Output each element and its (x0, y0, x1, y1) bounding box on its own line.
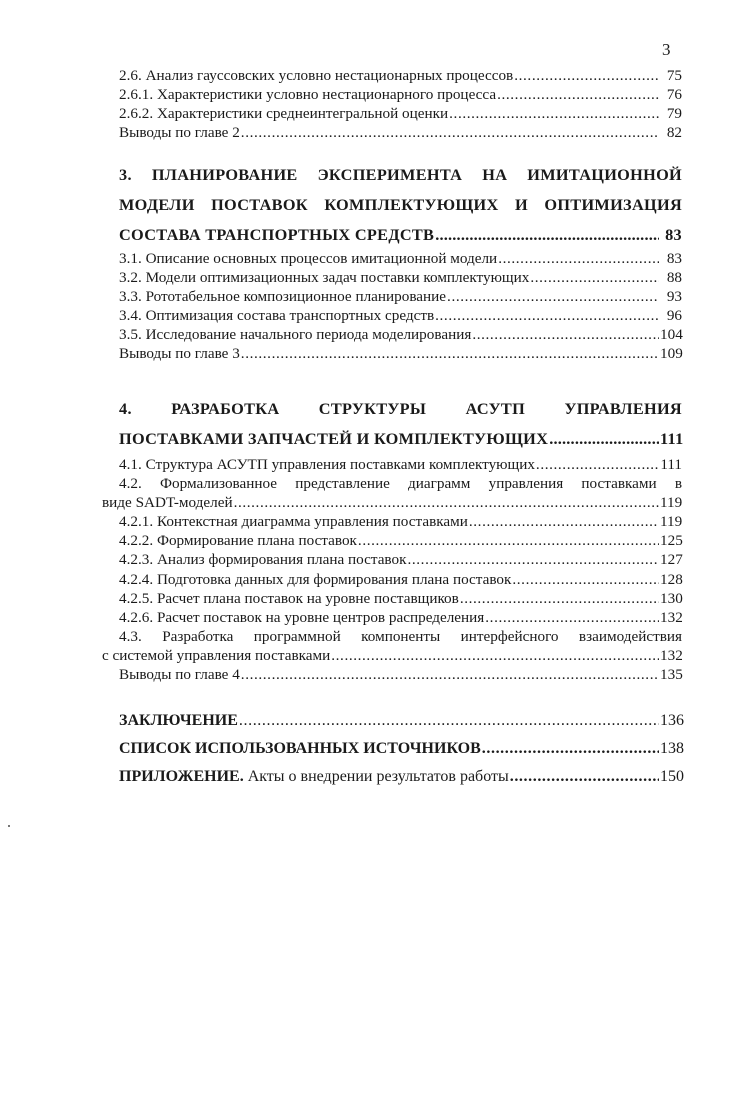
toc-entry[interactable] (119, 306, 682, 325)
toc-entry-title: 2.6.2. Характеристики среднеинтегральной оценки (119, 105, 449, 123)
toc-entry-title: 3.2. Модели оптимизационных задач поставки комплектующих (119, 269, 530, 287)
dot-leader (447, 287, 659, 306)
dot-leader (472, 325, 659, 344)
dot-leader (536, 455, 659, 474)
dot-leader (234, 493, 659, 512)
toc-entry-title: ЗАКЛЮЧЕНИЕ (119, 712, 238, 729)
toc-entry[interactable] (119, 123, 682, 142)
chapter-4-page: 111 (660, 429, 684, 448)
dot-leader (239, 707, 659, 735)
toc-entry-title: Выводы по главе 3 (119, 345, 240, 363)
dot-leader (510, 763, 659, 791)
dot-leader (498, 249, 659, 268)
toc-entry-page: 75 (666, 67, 682, 84)
toc-entry-title: 4.2.6. Расчет поставок на уровне центров распределения (119, 608, 485, 626)
dot-leader (331, 646, 659, 665)
toc-entry-title: 4.2.3. Анализ формирования плана поставок (119, 551, 407, 569)
toc-entry[interactable] (119, 85, 682, 104)
toc-entry-page: 132 (660, 608, 683, 626)
toc-entry[interactable] (119, 104, 682, 123)
toc-entry-page: 83 (666, 250, 682, 267)
toc-entry[interactable] (119, 344, 682, 363)
toc-entry-title: 3.3. Рототабельное композиционное планирование (119, 288, 447, 306)
toc-entry-page: 119 (660, 513, 683, 531)
dot-leader (530, 268, 659, 287)
dot-leader (241, 123, 659, 142)
chapter-3-title-line-3: СОСТАВА ТРАНСПОРТНЫХ СРЕДСТВ (119, 225, 435, 244)
toc-entry[interactable] (119, 512, 682, 531)
toc-entry-page: 125 (660, 532, 683, 550)
toc-entry-page: 130 (660, 589, 683, 607)
toc-entry[interactable] (119, 608, 682, 627)
toc-entry-title-line-1: 4.2. Формализованное представление диаграмм управления поставками в (119, 475, 682, 493)
dot-leader (514, 66, 659, 85)
chapter-3-title-line-1: 3. ПЛАНИРОВАНИЕ ЭКСПЕРИМЕНТА НА ИМИТАЦИОННОЙ (119, 165, 682, 184)
toc-entry-title: 2.6.1. Характеристики условно нестационарного процесса (119, 86, 497, 104)
chapter-3-heading[interactable] (119, 160, 682, 250)
toc-entry-title: 3.5. Исследование начального периода моделирования (119, 326, 472, 344)
toc-entry-title-bold: ПРИЛОЖЕНИЕ. (119, 768, 244, 785)
toc-entry[interactable] (119, 589, 682, 608)
dot-leader (241, 665, 659, 684)
dot-leader (497, 85, 659, 104)
toc-entry-multiline[interactable] (102, 627, 683, 665)
toc-entry-title: 3.1. Описание основных процессов имитационной модели (119, 250, 498, 267)
toc-entry-title: 2.6. Анализ гауссовских условно нестационарных процессов (119, 67, 514, 84)
toc-entry-title-line-1: 4.3. Разработка программной компоненты интерфейсного взаимодействия (119, 627, 682, 645)
toc-entry-title: СПИСОК ИСПОЛЬЗОВАННЫХ ИСТОЧНИКОВ (119, 740, 481, 757)
toc-entry-title: 4.2.4. Подготовка данных для формирования плана поставок (119, 570, 512, 588)
toc-entry[interactable] (119, 325, 682, 344)
dot-leader (449, 104, 659, 123)
toc-entry-page: 93 (666, 288, 682, 306)
toc-entry-title: Акты о внедрении результатов работы (243, 768, 509, 785)
scan-speck (8, 825, 10, 827)
toc-entry[interactable] (119, 66, 682, 85)
toc-entry-page: 109 (660, 345, 683, 363)
toc-entry-page: 76 (666, 86, 682, 104)
toc-entry-page: 135 (660, 666, 683, 684)
toc-entry-title: 3.4. Оптимизация состава транспортных средств (119, 307, 435, 325)
toc-entry-page: 150 (660, 768, 684, 785)
toc-entry-title: Выводы по главе 4 (119, 666, 240, 684)
page-number: 3 (662, 40, 671, 59)
toc-entry-page: 132 (660, 646, 683, 664)
toc-entry-page: 88 (666, 269, 682, 287)
dot-leader (435, 306, 659, 325)
toc-entry-page: 138 (660, 740, 684, 757)
toc-entry-page: 128 (660, 570, 683, 588)
toc-entry[interactable] (119, 665, 682, 684)
toc-entry[interactable] (119, 455, 682, 474)
toc-entry-conclusion[interactable] (119, 707, 682, 735)
toc-entry-page: 82 (666, 124, 682, 142)
chapter-3-page: 83 (665, 225, 682, 244)
dot-leader (482, 735, 659, 763)
toc-final-entries (119, 707, 682, 791)
chapter-4-items (102, 455, 683, 684)
toc-entry[interactable] (119, 268, 682, 287)
dot-leader (407, 550, 659, 569)
chapter-4-heading[interactable] (119, 394, 682, 454)
dot-leader (241, 344, 659, 363)
toc-entry-page: 96 (666, 307, 682, 325)
toc-entry-page: 111 (660, 456, 682, 473)
chapter-3-title-line-2: МОДЕЛИ ПОСТАВОК КОМПЛЕКТУЮЩИХ И ОПТИМИЗАЦИЯ (119, 195, 682, 214)
toc-entry-title: 4.2.1. Контекстная диаграмма управления поставками (119, 513, 468, 531)
toc-entry-appendix[interactable] (119, 763, 682, 791)
toc-entry-multiline[interactable] (102, 474, 683, 512)
toc-entry-title-line-2: виде SADT-моделей (102, 494, 233, 512)
toc-section-2-tail (119, 66, 682, 142)
chapter-4-title-line-2: ПОСТАВКАМИ ЗАПЧАСТЕЙ И КОМПЛЕКТУЮЩИХ (119, 429, 549, 448)
chapter-4-title-line-1: 4. РАЗРАБОТКА СТРУКТУРЫ АСУТП УПРАВЛЕНИЯ (119, 399, 682, 418)
toc-entry-title: 4.1. Структура АСУТП управления поставками комплектующих (119, 456, 535, 473)
toc-entry-page: 79 (666, 105, 682, 123)
toc-entry-references[interactable] (119, 735, 682, 763)
toc-entry-page: 119 (660, 494, 683, 512)
dot-leader (512, 570, 659, 589)
toc-entry-page: 136 (660, 712, 684, 729)
dot-leader (469, 512, 659, 531)
toc-entry-title: 4.2.5. Расчет плана поставок на уровне поставщиков (119, 589, 459, 607)
chapter-3-items (119, 249, 682, 364)
toc-entry-title: 4.2.2. Формирование плана поставок (119, 532, 357, 550)
toc-entry[interactable] (119, 287, 682, 306)
dot-leader (460, 589, 659, 608)
dot-leader (358, 531, 659, 550)
toc-entry-title: Выводы по главе 2 (119, 124, 240, 142)
dot-leader (549, 424, 659, 454)
toc-entry[interactable] (119, 531, 682, 550)
dot-leader (435, 220, 659, 250)
toc-entry[interactable] (119, 570, 682, 589)
toc-entry-page: 104 (660, 326, 683, 344)
toc-entry[interactable] (119, 249, 682, 268)
toc-entry-title-line-2: с системой управления поставками (102, 646, 331, 664)
toc-entry[interactable] (119, 550, 682, 569)
toc-entry-page: 127 (660, 551, 683, 569)
dot-leader (485, 608, 659, 627)
